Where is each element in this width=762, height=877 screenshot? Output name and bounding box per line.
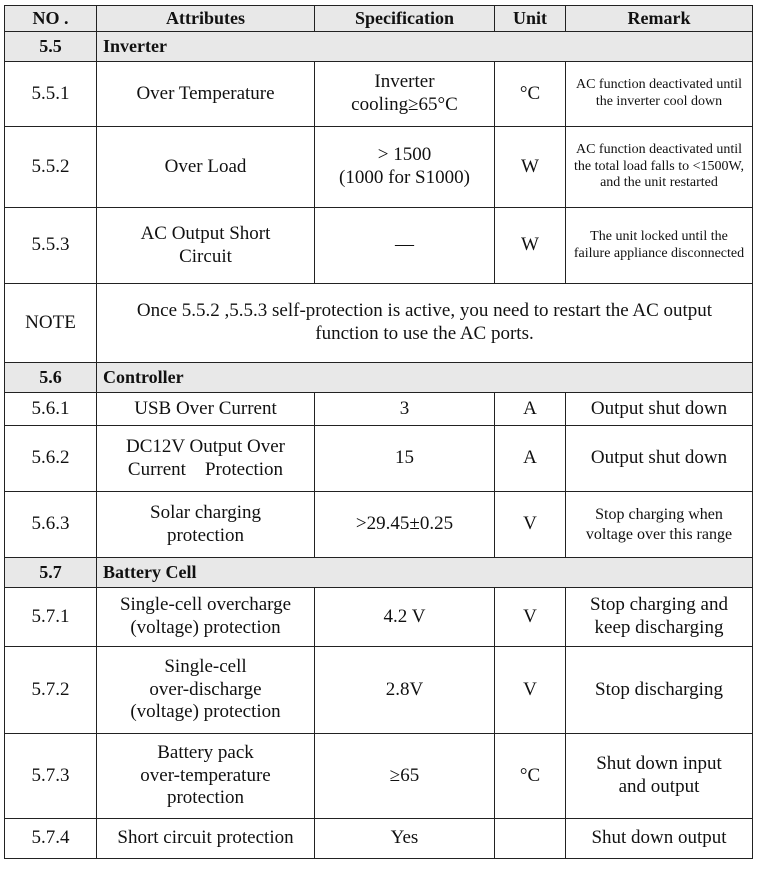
header-no: NO . [5, 6, 97, 32]
header-row [5, 6, 753, 32]
row-remark: Output shut down [566, 426, 753, 492]
row-specification: — [315, 208, 495, 284]
row-no: 5.7.4 [5, 819, 97, 859]
row-unit: W [495, 208, 566, 284]
row-attribute: Short circuit protection [97, 819, 315, 859]
row-specification: Yes [315, 819, 495, 859]
spec-line: (1000 for S1000) [339, 167, 470, 188]
row-attribute [97, 734, 315, 819]
table-row [5, 492, 753, 558]
row-attribute: Solar charging protection [97, 492, 315, 558]
row-remark: AC function deactivated until the inverter cool down [566, 62, 753, 127]
row-unit: V [495, 647, 566, 734]
header-unit: Unit [495, 6, 566, 32]
row-remark: Stop discharging [566, 647, 753, 734]
specification-table [4, 5, 753, 859]
table-row [5, 393, 753, 426]
attribute-line: protection [166, 787, 245, 809]
row-no: 5.5.2 [5, 127, 97, 208]
note-row [5, 284, 753, 363]
table-row [5, 819, 753, 859]
row-attribute: Over Temperature [97, 62, 315, 127]
row-remark: The unit locked until the failure appliance disconnected [566, 208, 753, 284]
row-remark: Shut down input and output [566, 734, 753, 819]
row-unit: V [495, 492, 566, 558]
row-unit: A [495, 426, 566, 492]
row-unit: V [495, 588, 566, 647]
table-row [5, 62, 753, 127]
table-row [5, 127, 753, 208]
section-title: Inverter [97, 32, 753, 62]
row-specification: 3 [315, 393, 495, 426]
row-specification: 4.2 V [315, 588, 495, 647]
table-row [5, 208, 753, 284]
row-specification: ≥65 [315, 734, 495, 819]
attribute-line: Battery pack [157, 741, 254, 763]
row-no: 5.6.1 [5, 393, 97, 426]
row-unit: A [495, 393, 566, 426]
spec-line: > 1500 [377, 144, 432, 166]
attribute-line: Single-cell [164, 655, 247, 677]
row-attribute [97, 647, 315, 734]
section-row-battery [5, 558, 753, 588]
row-attribute: USB Over Current [97, 393, 315, 426]
table-row [5, 734, 753, 819]
row-unit [495, 819, 566, 859]
table-row [5, 588, 753, 647]
table-row [5, 426, 753, 492]
section-title: Battery Cell [97, 558, 753, 588]
row-attribute: DC12V Output Over Current Protection [97, 426, 315, 492]
row-remark: Stop charging and keep discharging [566, 588, 753, 647]
row-specification [315, 62, 495, 127]
section-row-controller [5, 363, 753, 393]
note-label: NOTE [5, 284, 97, 363]
attribute-line: over-temperature [140, 764, 271, 786]
spec-line: Inverter [374, 71, 435, 93]
section-no: 5.6 [5, 363, 97, 393]
row-remark: AC function deactivated until the total load falls to <1500W, and the unit restarted [566, 127, 753, 208]
note-text: Once 5.5.2 ,5.5.3 self-protection is active, you need to restart the AC output function to use the AC ports. [97, 284, 753, 363]
section-no: 5.7 [5, 558, 97, 588]
row-specification: 2.8V [315, 647, 495, 734]
row-no: 5.7.1 [5, 588, 97, 647]
section-title: Controller [97, 363, 753, 393]
row-attribute: Single-cell overcharge (voltage) protection [97, 588, 315, 647]
section-row-inverter [5, 32, 753, 62]
row-no: 5.7.2 [5, 647, 97, 734]
row-remark: Output shut down [566, 393, 753, 426]
header-remark: Remark [566, 6, 753, 32]
table-row [5, 647, 753, 734]
row-unit: °C [495, 734, 566, 819]
row-unit: W [495, 127, 566, 208]
row-no: 5.5.1 [5, 62, 97, 127]
row-specification: 15 [315, 426, 495, 492]
row-remark: Shut down output [566, 819, 753, 859]
row-specification [315, 127, 495, 208]
attribute-line: over-discharge [149, 678, 262, 700]
row-no: 5.6.3 [5, 492, 97, 558]
row-attribute: Over Load [97, 127, 315, 208]
row-remark: Stop charging when voltage over this range [566, 492, 753, 558]
row-specification: >29.45±0.25 [315, 492, 495, 558]
row-no: 5.5.3 [5, 208, 97, 284]
row-unit: °C [495, 62, 566, 127]
header-specification: Specification [315, 6, 495, 32]
attribute-line: (voltage) protection [130, 701, 281, 723]
section-no: 5.5 [5, 32, 97, 62]
row-attribute: AC Output Short Circuit [97, 208, 315, 284]
row-no: 5.7.3 [5, 734, 97, 819]
header-attributes: Attributes [97, 6, 315, 32]
spec-line: cooling≥65°C [351, 94, 458, 115]
row-no: 5.6.2 [5, 426, 97, 492]
